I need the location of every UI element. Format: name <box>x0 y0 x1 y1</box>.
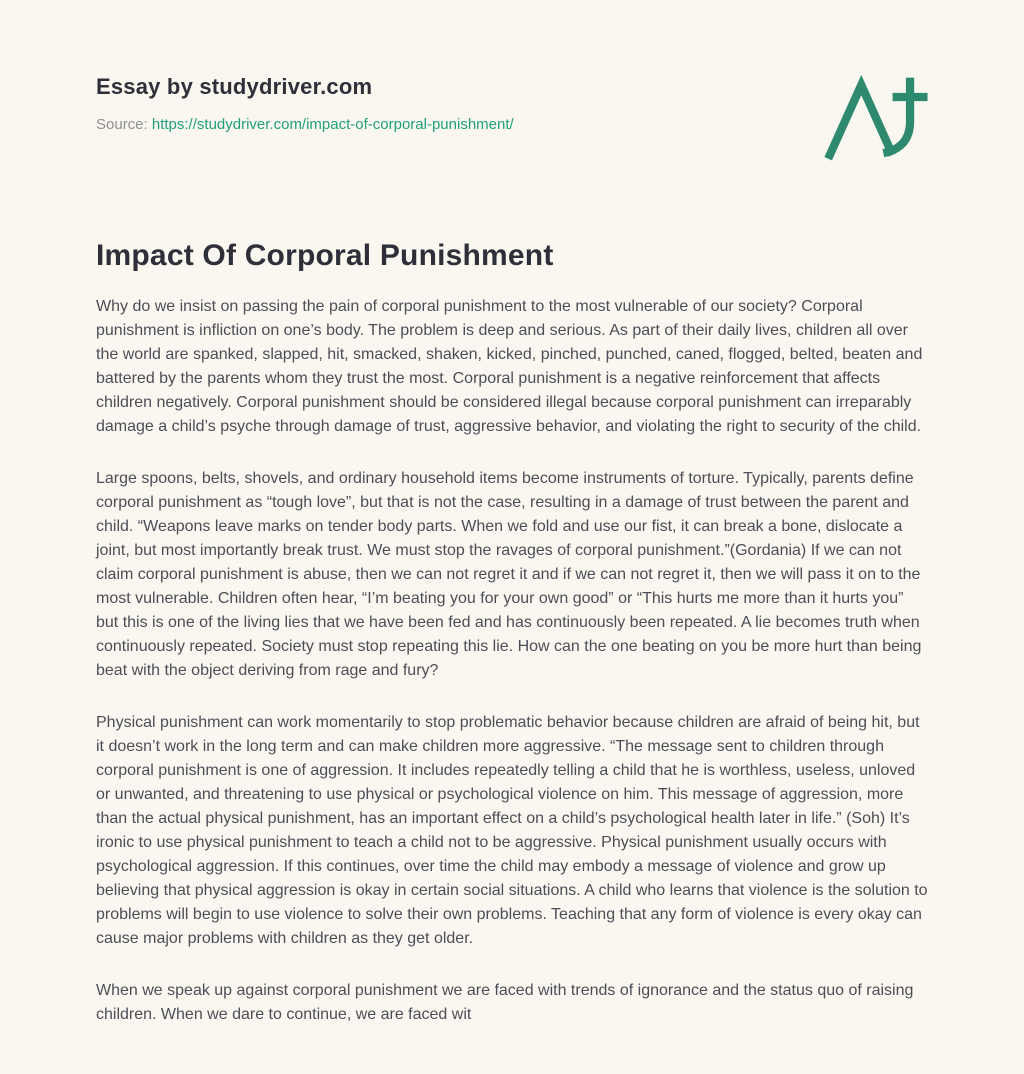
source-line <box>96 116 928 133</box>
essay-paragraph-3: Physical punishment can work momentarily to stop problematic behavior because children are afraid of being hit, but it doesn’t work in the long term and can make children more aggressive. “The message sent to children through corporal punishment is one of aggression. It includes repeatedly telling a child that he is worthless, useless, unloved or unwanted, and threatening to use physical or psychological violence on him. This message of aggression, more than the actual physical punishment, has an important effect on a child’s psychological health later in life.” (Soh) It’s ironic to use physical punishment to teach a child not to be aggressive. Physical punishment usually occurs with psychological aggression. If this continues, over time the child may embody a message of violence and grow up believing that physical aggression is okay in certain social situations. A child who learns that violence is the solution to problems will begin to use violence to solve their own problems. Teaching that any form of violence is every okay can cause major problems with children as they get older. <box>96 714 928 947</box>
source-url-link[interactable]: https://studydriver.com/impact-of-corporal-punishment/ <box>151 116 514 133</box>
essay-body <box>96 239 928 1027</box>
essay-title: Impact Of Corporal Punishment <box>96 239 554 272</box>
header <box>96 74 928 133</box>
source-label: Source: <box>96 116 148 133</box>
essay-paragraphs <box>96 295 928 1027</box>
studydriver-logo-icon <box>820 74 932 166</box>
essay-by-heading: Essay by studydriver.com <box>96 74 373 99</box>
essay-paragraph-1: Why do we insist on passing the pain of corporal punishment to the most vulnerable of our society? Corporal punishment is infliction on one’s body. The problem is deep and serious. As part of their daily lives, children all over the world are spanked, slapped, hit, smacked, shaken, kicked, pinched, punched, caned, flogged, belted, beaten and battered by the parents whom they trust the most. Corporal punishment is a negative reinforcement that affects children negatively. Corporal punishment should be considered illegal because corporal punishment can irreparably damage a child’s psyche through damage of trust, aggressive behavior, and violating the right to security of the child. <box>96 298 923 435</box>
essay-paragraph-4: When we speak up against corporal punishment we are faced with trends of ignorance and the status quo of raising children. When we dare to continue, we are faced wit <box>96 982 914 1023</box>
essay-paragraph-2: Large spoons, belts, shovels, and ordinary household items become instruments of torture. Typically, parents define corporal punishment as “tough love”, but that is not the case, resulting in a damage of trust between the parent and child. “Weapons leave marks on tender body parts. When we fold and use our fist, it can break a bone, dislocate a joint, but most importantly break trust. We must stop the ravages of corporal punishment.”(Gordania) If we can not claim corporal punishment is abuse, then we can not regret it and if we can not regret it, then we will pass it on to the most vulnerable. Children often hear, “I’m beating you for your own good” or “This hurts me more than it hurts you” but this is one of the living lies that we have been fed and has continuously been repeated. A lie becomes truth when continuously repeated. Society must stop repeating this lie. How can the one beating on you be more hurt than being beat with the object deriving from rage and fury? <box>96 470 922 679</box>
